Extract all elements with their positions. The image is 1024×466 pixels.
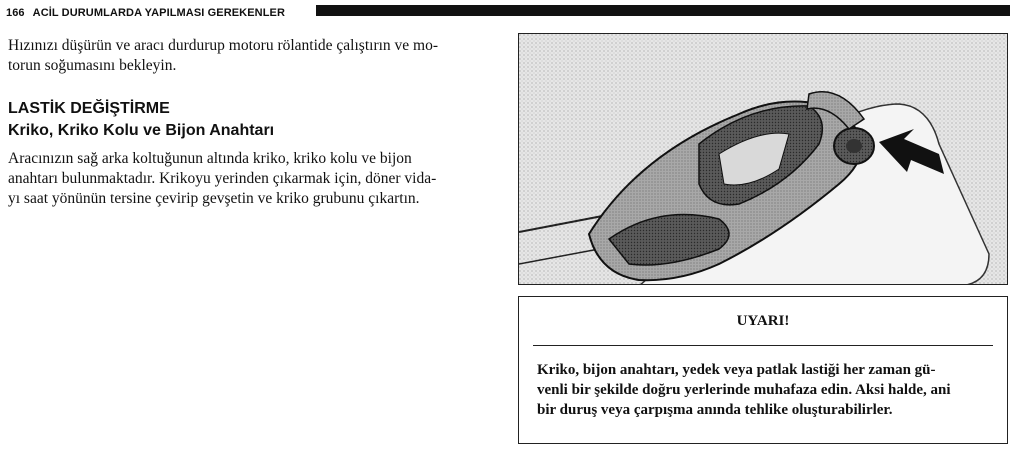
section-heading: LASTİK DEĞİŞTİRME (8, 100, 170, 117)
warning-line: bir duruş veya çarpışma anında tehlike oluşturabilirler. (537, 402, 893, 418)
page-number: 166 (6, 7, 25, 19)
warning-line: Kriko, bijon anahtarı, yedek veya patlak lastiği her zaman gü- (537, 362, 936, 378)
page-header (6, 4, 1010, 22)
intro-paragraph (8, 36, 496, 76)
warning-box (518, 296, 1008, 444)
header-section-title: ACİL DURUMLARDA YAPILMASI GEREKENLER (32, 7, 285, 19)
warning-body (519, 346, 1007, 420)
body-line: Aracınızın sağ arka koltuğunun altında kriko, kriko kolu ve bijon (8, 150, 412, 167)
jack-under-seat-illustration (519, 34, 1008, 285)
sub-heading: Kriko, Kriko Kolu ve Bijon Anahtarı (8, 122, 275, 139)
body-line: anahtarı bulunmaktadır. Krikoyu yerinden çıkarmak için, döner vida- (8, 170, 437, 187)
intro-line: Hızınızı düşürün ve aracı durdurup motoru rölantide çalıştırın ve mo- (8, 37, 439, 54)
jack-figure (518, 33, 1008, 285)
warning-title: UYARI! (736, 312, 790, 329)
body-paragraph (8, 149, 496, 209)
left-column (8, 36, 496, 209)
header-bar (316, 5, 1010, 16)
warning-line: venli bir şekilde doğru yerlerinde muhafaza edin. Aksi halde, ani (537, 382, 951, 398)
intro-line: torun soğumasını bekleyin. (8, 57, 177, 74)
body-line: yı saat yönünün tersine çevirip gevşetin ve kriko grubunu çıkartın. (8, 190, 420, 207)
